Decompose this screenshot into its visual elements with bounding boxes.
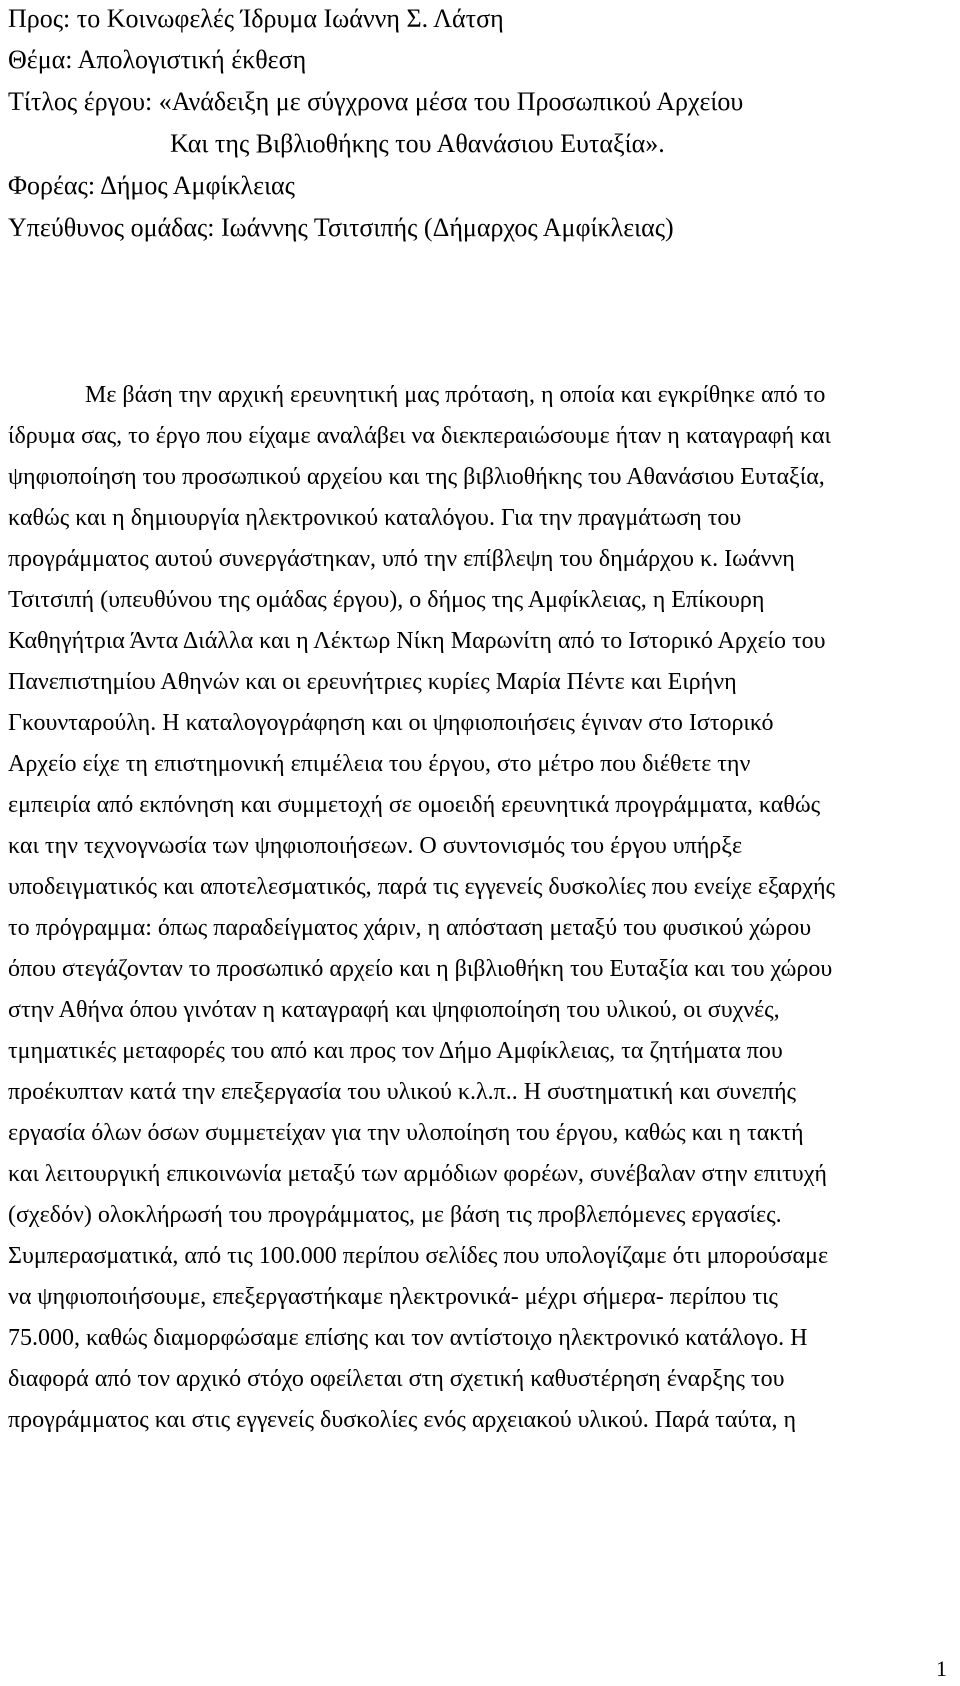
body-line: ψηφιοποίηση του προσωπικού αρχείου και της βιβλιοθήκης του Αθανάσιου Ευταξία, — [8, 464, 825, 490]
body-line: καθώς και η δημιουργία ηλεκτρονικού καταλόγου. Για την πραγμάτωση του — [8, 505, 742, 531]
header-project-title-continued: Και της Βιβλιοθήκης του Αθανάσιου Ευταξία». — [170, 129, 665, 158]
body-line: προγράμματος και στις εγγενείς δυσκολίες ενός αρχειακού υλικού. Παρά ταύτα, η — [8, 1407, 797, 1433]
header-project-title: Τίτλος έργου: «Ανάδειξη με σύγχρονα μέσα του Προσωπικού Αρχείου — [8, 87, 744, 116]
header-organization: Φορέας: Δήμος Αμφίκλειας — [8, 171, 295, 200]
header-subject: Θέμα: Απολογιστική έκθεση — [8, 45, 307, 74]
body-line: διαφορά από τον αρχικό στόχο οφείλεται στη σχετική καθυστέρηση έναρξης του — [8, 1366, 785, 1392]
body-line: Με βάση την αρχική ερευνητική μας πρόταση, η οποία και εγκρίθηκε από το — [85, 382, 826, 408]
body-line: Αρχείο είχε τη επιστημονική επιμέλεια του έργου, στο μέτρο που διέθετε την — [8, 751, 751, 777]
body-line: εμπειρία από εκπόνηση και συμμετοχή σε ομοειδή ερευνητικά προγράμματα, καθώς — [8, 792, 821, 818]
body-line: Καθηγήτρια Άντα Διάλλα και η Λέκτωρ Νίκη Μαρωνίτη από το Ιστορικό Αρχείο του — [8, 628, 826, 654]
body-line: τμηματικές μεταφορές του από και προς τον Δήμο Αμφίκλειας, τα ζητήματα που — [8, 1038, 783, 1064]
body-line: 75.000, καθώς διαμορφώσαμε επίσης και τον αντίστοιχο ηλεκτρονικό κατάλογο. Η — [8, 1325, 808, 1351]
body-line: στην Αθήνα όπου γινόταν η καταγραφή και ψηφιοποίηση του υλικού, οι συχνές, — [8, 997, 780, 1023]
header-team-leader: Υπεύθυνος ομάδας: Ιωάννης Τσιτσιπής (Δήμαρχος Αμφίκλειας) — [8, 213, 674, 242]
body-line: (σχεδόν) ολοκλήρωσή του προγράμματος, με βάση τις προβλεπόμενες εργασίες. — [8, 1202, 782, 1228]
page-number: 1 — [936, 1656, 947, 1681]
body-line: εργασία όλων όσων συμμετείχαν για την υλοποίηση του έργου, καθώς και η τακτή — [8, 1120, 804, 1146]
body-line: προγράμματος αυτού συνεργάστηκαν, υπό την επίβλεψη του δημάρχου κ. Ιωάννη — [8, 546, 795, 572]
body-line: και λειτουργική επικοινωνία μεταξύ των αρμόδιων φορέων, συνέβαλαν στην επιτυχή — [8, 1161, 827, 1187]
body-line: να ψηφιοποιήσουμε, επεξεργαστήκαμε ηλεκτρονικά- μέχρι σήμερα- περίπου τις — [8, 1284, 778, 1310]
header-recipient: Προς: το Κοινωφελές Ίδρυμα Ιωάννη Σ. Λάτση — [8, 4, 504, 33]
body-line: το πρόγραμμα: όπως παραδείγματος χάριν, η απόσταση μεταξύ του φυσικού χώρου — [8, 915, 812, 941]
body-line: Συμπερασματικά, από τις 100.000 περίπου σελίδες που υπολογίζαμε ότι μπορούσαμε — [8, 1243, 829, 1269]
body-line: Γκουνταρούλη. Η καταλογογράφηση και οι ψηφιοποιήσεις έγιναν στο Ιστορικό — [8, 710, 774, 736]
body-line: Τσιτσιπή (υπευθύνου της ομάδας έργου), ο δήμος της Αμφίκλειας, η Επίκουρη — [8, 587, 765, 613]
body-line: Πανεπιστημίου Αθηνών και οι ερευνήτριες κυρίες Μαρία Πέντε και Ειρήνη — [8, 669, 737, 695]
body-line: και την τεχνογνωσία των ψηφιοποιήσεων. Ο συντονισμός του έργου υπήρξε — [8, 833, 743, 859]
body-line: προέκυπταν κατά την επεξεργασία του υλικού κ.λ.π.. Η συστηματική και συνεπής — [8, 1079, 797, 1105]
body-line: υποδειγματικός και αποτελεσματικός, παρά τις εγγενείς δυσκολίες που ενείχε εξαρχής — [8, 874, 836, 900]
body-line: ίδρυμα σας, το έργο που είχαμε αναλάβει να διεκπεραιώσουμε ήταν η καταγραφή και — [8, 423, 831, 449]
body-line: όπου στεγάζονταν το προσωπικό αρχείο και η βιβλιοθήκη του Ευταξία και του χώρου — [8, 956, 833, 982]
